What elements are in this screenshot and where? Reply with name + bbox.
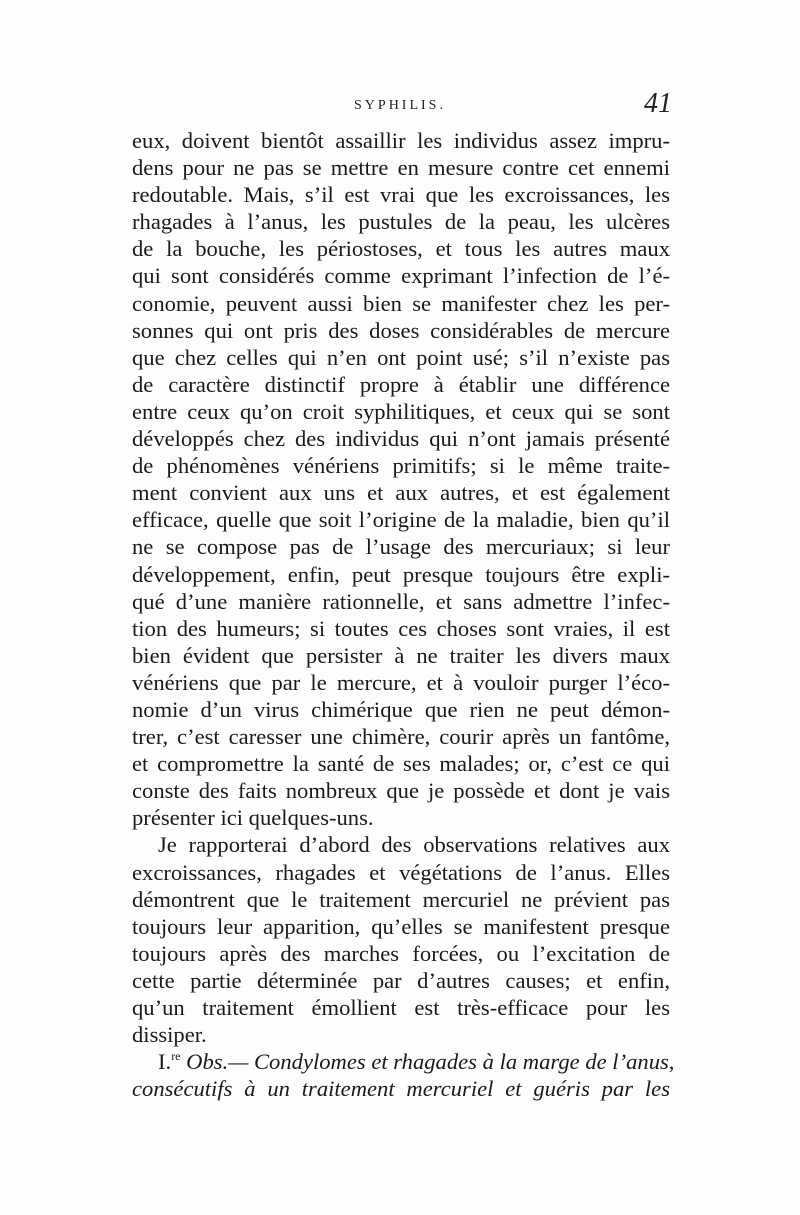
observation-label: Obs.—: [186, 1049, 249, 1075]
running-title: SYPHILIS.: [354, 98, 446, 113]
text-line: présenter ici quelques-uns.: [132, 805, 374, 831]
text-line: qu’un traitement émollient est très-efficace pour les: [132, 995, 670, 1020]
text-line: entre ceux qu’on croit syphilitiques, et ceux qui se sont: [132, 398, 670, 424]
page-number: 41: [644, 88, 672, 119]
text-line: toujours après des marches forcées, ou l’excitation de: [132, 940, 670, 966]
observation-heading: [132, 1048, 675, 1102]
text-line: développés chez des individus qui n’ont jamais présenté: [132, 426, 670, 452]
text-line: conomie, peuvent aussi bien se manifester chez les per-: [132, 290, 670, 316]
running-head: [130, 88, 672, 122]
text-line: rhagades à l’anus, les pustules de la peau, les ulcères: [132, 209, 670, 235]
text-line: eux, doivent bientôt assaillir les individus assez impru-: [132, 128, 670, 153]
text-line: démontrent que le traitement mercuriel ne prévient pas: [132, 886, 670, 912]
text-line: sonnes qui ont pris des doses considérables de mercure: [132, 317, 670, 343]
observation-title-line-2: consécutifs à un traitement mercuriel et guéris par les: [132, 1076, 670, 1102]
text-line: trer, c’est caresser une chimère, courir après un fantôme,: [132, 724, 670, 750]
text-line: Je rapporterai d’abord des observations relatives aux: [158, 832, 670, 858]
text-line: nomie d’un virus chimérique que rien ne peut démon-: [132, 696, 670, 722]
text-line: de phénomènes vénériens primitifs; si le même traite-: [132, 453, 670, 479]
text-line: ne se compose pas de l’usage des mercuriaux; si leur: [132, 534, 670, 560]
paragraph-2: [132, 831, 670, 1048]
text-line: qué d’une manière rationnelle, et sans admettre l’infec-: [132, 588, 670, 614]
text-line: vénériens que par le mercure, et à vouloir purger l’éco-: [132, 669, 670, 695]
text-line: toujours leur apparition, qu’elles se manifestent presque: [132, 913, 670, 939]
text-line: qui sont considérés comme exprimant l’infection de l’é-: [132, 263, 670, 289]
text-line: de caractère distinctif propre à établir une différence: [132, 371, 670, 397]
text-line: excroissances, rhagades et végétations de l’anus. Elles: [132, 859, 670, 885]
text-line: cette partie déterminée par d’autres causes; et enfin,: [132, 967, 670, 993]
text-line: bien évident que persister à ne traiter les divers maux: [132, 642, 670, 668]
text-line: dens pour ne pas se mettre en mesure contre cet ennemi: [132, 155, 670, 181]
text-line: que chez celles qui n’en ont point usé; s’il n’existe pas: [132, 344, 670, 370]
body-text: [132, 127, 675, 1102]
observation-title-line-1: Condylomes et rhagades à la marge de l’anus,: [253, 1049, 675, 1075]
observation-line: [132, 1048, 675, 1075]
text-line: dissiper.: [132, 1022, 207, 1048]
text-line: de la bouche, les périostoses, et tous les autres maux: [132, 236, 670, 262]
text-line: tion des humeurs; si toutes ces choses sont vraies, il est: [132, 615, 670, 641]
text-line: développement, enfin, peut presque toujours être expli-: [132, 561, 670, 587]
observation-numeral: I.: [158, 1049, 172, 1075]
text-line: ment convient aux uns et aux autres, et est également: [132, 480, 670, 506]
text-line: conste des faits nombreux que je possède et dont je vais: [132, 778, 670, 804]
paragraph-1: [132, 127, 670, 831]
text-line: efficace, quelle que soit l’origine de la maladie, bien qu’il: [132, 507, 670, 533]
observation-ordinal: re: [171, 1049, 181, 1064]
text-line: et compromettre la santé de ses malades; or, c’est ce qui: [132, 751, 670, 777]
text-line: redoutable. Mais, s’il est vrai que les excroissances, les: [132, 182, 670, 208]
